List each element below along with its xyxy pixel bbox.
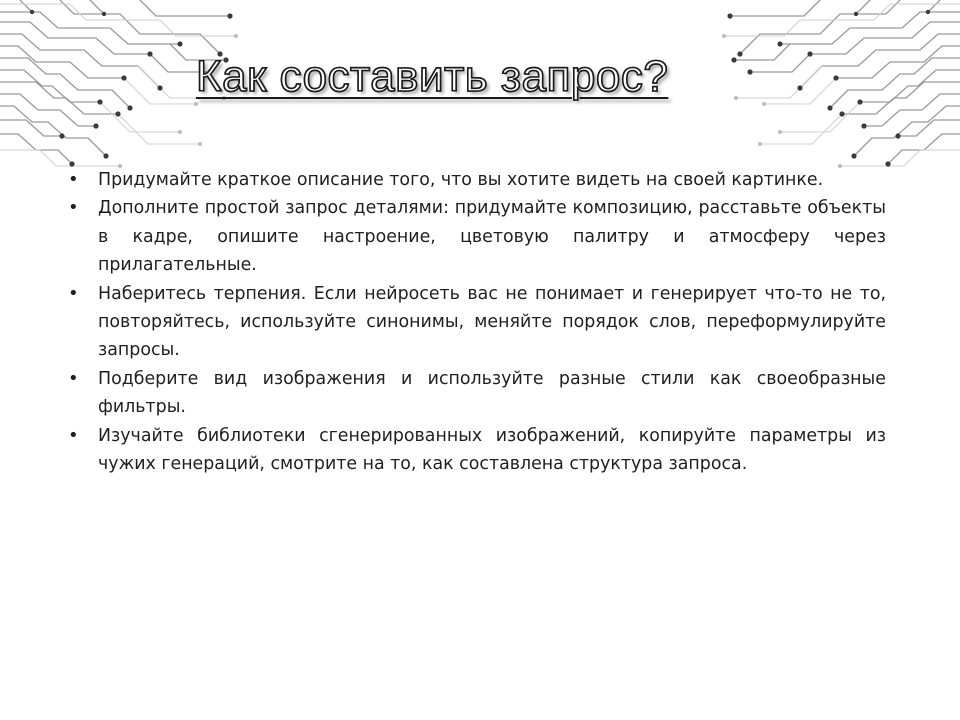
bullet-item — [68, 166, 886, 194]
bullet-text: Подберите вид изображения и используйте разные стили как своеобразные фильтры. — [98, 368, 886, 418]
bullet-text: Дополните простой запрос деталями: придумайте композицию, расставьте объекты в кадре, опишите настроение, цветовую палитру и атмосферу через прилагательные. — [98, 198, 886, 276]
bullet-text: Придумайте краткое описание того, что вы хотите видеть на своей картинке. — [98, 170, 824, 190]
bullet-item — [68, 280, 886, 365]
bullet-dot-icon: • — [68, 367, 79, 389]
bullet-dot-icon: • — [68, 424, 79, 446]
bullet-list — [68, 166, 886, 478]
bullet-item — [68, 365, 886, 422]
slide-title: Как составить запрос? — [196, 52, 669, 101]
bullet-dot-icon: • — [68, 282, 79, 304]
circuit-decoration-right — [720, 0, 960, 170]
bullet-dot-icon: • — [68, 169, 79, 190]
bullet-text: Изучайте библиотеки сгенерированных изображений, копируйте параметры из чужих генераций, смотрите на то, как составлена структура запроса. — [98, 425, 886, 475]
bullet-text: Наберитесь терпения. Если нейросеть вас не понимает и генерирует что-то не то, повторяйтесь, используйте синонимы, меняйте порядок слов, переформулируйте запросы. — [98, 283, 886, 361]
bullet-item — [68, 194, 886, 279]
bullet-dot-icon: • — [68, 197, 79, 219]
bullet-item — [68, 422, 886, 479]
